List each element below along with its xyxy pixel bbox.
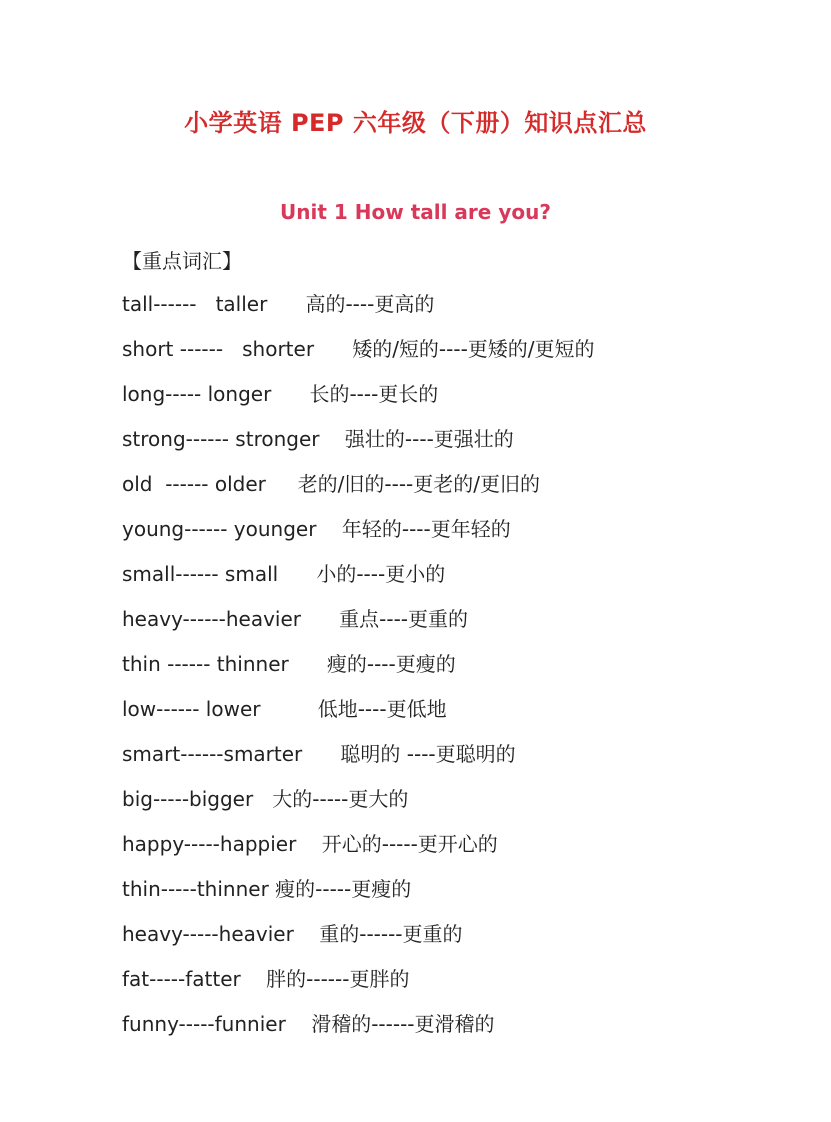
vocab-item: old ------ older 老的/旧的----更老的/更旧的 [122, 472, 541, 496]
vocab-list [122, 290, 802, 1055]
vocab-item: thin-----thinner 瘦的-----更瘦的 [122, 877, 412, 901]
vocab-item: happy-----happier 开心的-----更开心的 [122, 832, 498, 856]
vocab-item: low------ lower 低地----更低地 [122, 697, 447, 721]
vocab-item: strong------ stronger 强壮的----更强壮的 [122, 427, 514, 451]
vocab-item: heavy-----heavier 重的------更重的 [122, 922, 463, 946]
document-title: 小学英语 PEP 六年级（下册）知识点汇总 [184, 109, 647, 137]
vocab-item: big-----bigger 大的-----更大的 [122, 787, 409, 811]
vocab-item: small------ small 小的----更小的 [122, 562, 446, 586]
vocab-item: funny-----funnier 滑稽的------更滑稽的 [122, 1012, 495, 1036]
vocab-item: short ------ shorter 矮的/短的----更矮的/更短的 [122, 337, 595, 361]
vocab-item: fat-----fatter 胖的------更胖的 [122, 967, 410, 991]
section-label: 【重点词汇】 [122, 249, 242, 273]
vocab-item: young------ younger 年轻的----更年轻的 [122, 517, 511, 541]
vocab-item: thin ------ thinner 瘦的----更瘦的 [122, 652, 456, 676]
vocab-item: heavy------heavier 重点----更重的 [122, 607, 469, 631]
vocab-item: tall------ taller 高的----更高的 [122, 292, 435, 316]
vocab-item: smart------smarter 聪明的 ----更聪明的 [122, 742, 516, 766]
unit-heading: Unit 1 How tall are you? [280, 200, 551, 224]
vocab-item: long----- longer 长的----更长的 [122, 382, 439, 406]
